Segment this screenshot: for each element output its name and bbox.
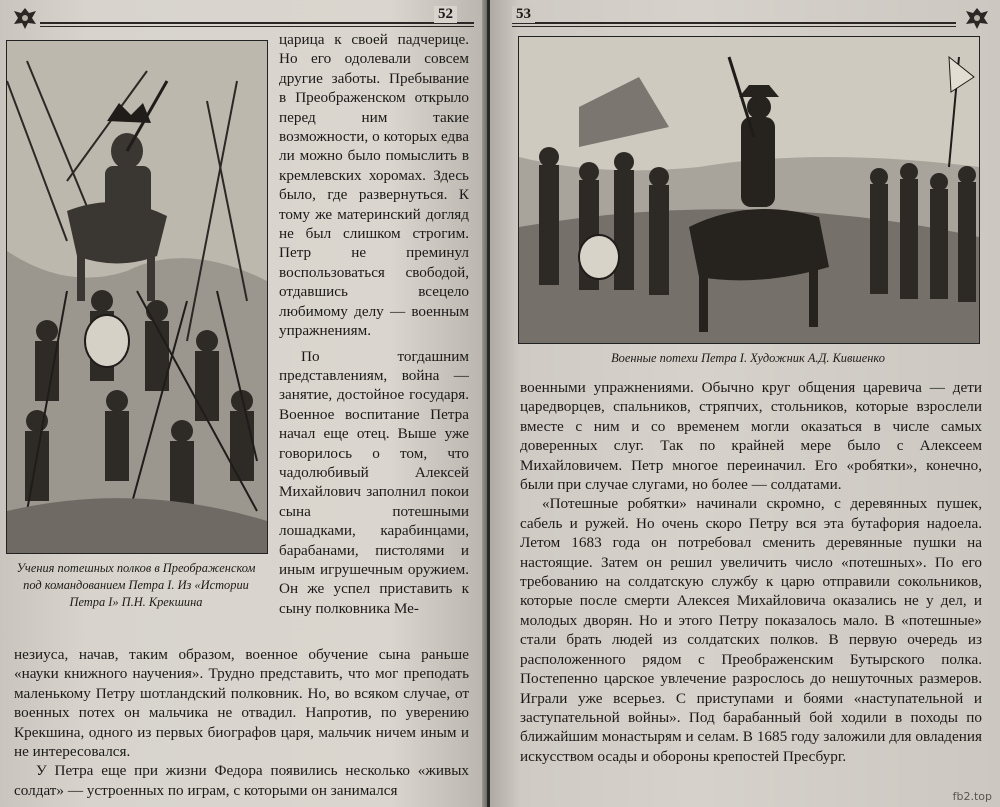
page-number: 53 — [512, 6, 535, 23]
cavalry-engraving-icon — [519, 37, 979, 343]
paragraph: «Потешные робятки» начинали скромно, с деревянных пушек, сабель и ружей. Но очень скоро Петру вся эта бутафория надоела. Летом 1683 года он потребовал сменить деревянные пушки на настоящие. Затем он решил увеличить число «потешных». По его требованию на солдатскую службу к царю отправили сокольников, которые после смерти Алексея Михайловича оказались не у дел, и молодых дворян. Но и этого Петру показалось мало. В «потешные» стали брать людей из солдатских полков. В первую очередь из расположенного рядом с Преображенским Бутырского полка. Постепенно царское увлечение разрослось до нешуточных размеров. Играли уже всерьез. С приступами и боями «наступательной и заступательной войны». Под барабанный бой ходили в походы по ближайшим монастырям и селам. В 1685 году заложили для овладения искусством осады и обороны крепостей Пресбург. — [520, 495, 982, 765]
eagle-emblem-icon — [12, 6, 38, 30]
paragraph: По тогдашним представлениям, война — занятие, достойное государя. Военное воспитание Петра начал еще отец. Выше уже говорилось о том, что чадолюбивый Алексей Михайлович заполнил покои сына потешными лошадками, карабинцами, барабанами, пистолями и иным игрушечным оружием. Он же успел приставить к сыну полковника Ме- — [279, 347, 469, 617]
narrow-text-column — [279, 30, 469, 618]
illustration-caption: Военные потехи Петра I. Художник А.Д. Кившенко — [611, 351, 885, 365]
wide-text-column — [14, 645, 469, 800]
eagle-emblem-icon — [964, 6, 990, 30]
soldiers-engraving-icon — [7, 41, 267, 553]
illustration-caption: Учения потешных полков в Преображенском под командованием Петра I. Из «Истории Петра I» П.Н. Крекшина — [16, 561, 256, 609]
paragraph: У Петра еще при жизни Федора появились несколько «живых солдат» — устроенных по играм, с которыми он занимался — [14, 762, 469, 799]
page-number: 52 — [434, 6, 457, 23]
watermark: fb2.top — [952, 790, 992, 803]
right-text-column — [520, 378, 982, 766]
right-page-header — [512, 6, 990, 28]
paragraph: военными упражнениями. Обычно круг общения царевича — дети царедворцев, спальников, стряпчих, стольников, которые взрослели вместе с ним и со временем могли оказаться в числе самых доверенных слуг. Так по крайней мере было с Алексеем Михайловичем. Петр многое переиначил. Его «робятки», конечно, были при случае слугами, но более — солдатами. — [520, 379, 982, 494]
paragraph: незиуса, начав, таким образом, военное обучение сына раньше «науки книжного научения». Трудно представить, что мог преподать маленькому Петру шотландский полковник. Но, во всяком случае, от военных потех он мальчика не отвадил. Напротив, по уверению Крекшина, одного из первых биографов царя, мальчик ничем иным и не интересовался. — [14, 646, 469, 761]
left-page — [0, 0, 487, 807]
engraving-illustration-left — [6, 40, 268, 554]
right-page — [490, 0, 1000, 807]
left-page-header — [12, 6, 474, 28]
paragraph: царица к своей падчерице. Но его одолевали совсем другие заботы. Пребывание в Преображенском открыло перед ним такие возможности, о которых едва ли можно было помыслить в кремлевских хоромах. Здесь было, где развернуться. К тому же материнский догляд не был слишком строгим. Петр не преминул воспользоваться свободой, отдавшись всецело любимому делу — военным упражнениям. — [279, 31, 469, 340]
engraving-illustration-right — [518, 36, 980, 344]
